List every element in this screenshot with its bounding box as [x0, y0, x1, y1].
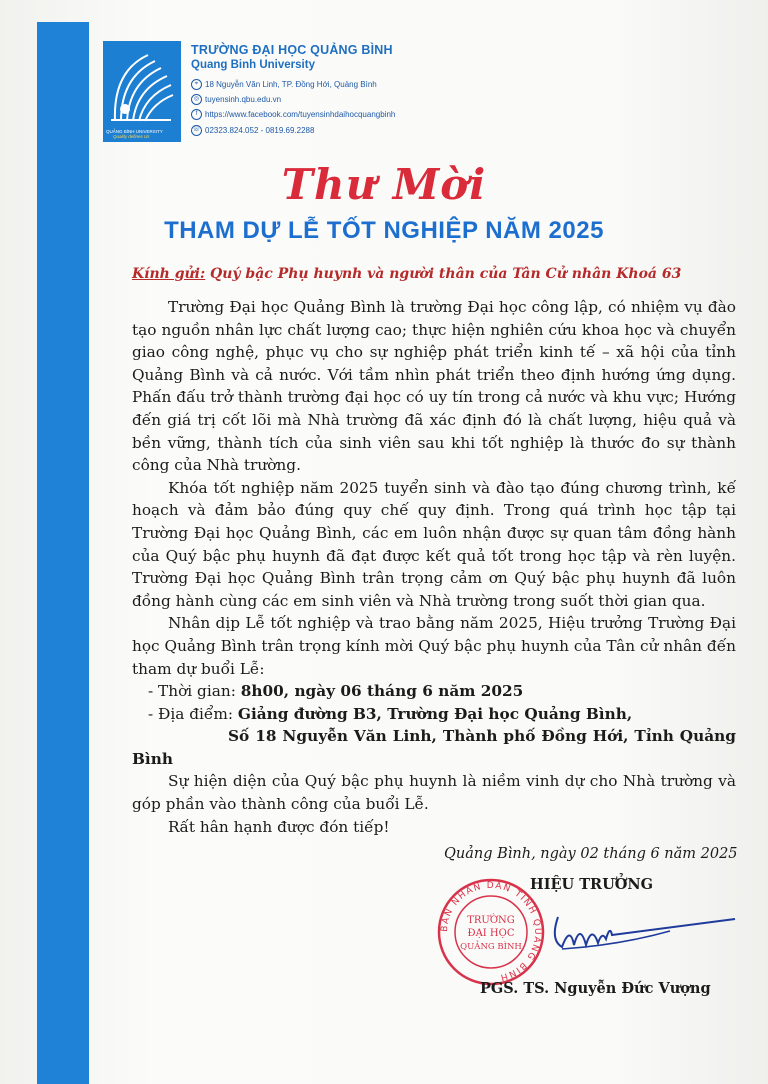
- contact-phone: [191, 125, 314, 136]
- paragraph-invitation: Nhân dịp Lễ tốt nghiệp và trao bằng năm 2025, Hiệu trưởng Trường Đại học Quảng Bình trân trọng kính mời Quý bậc phụ huynh của Tân cử nhân đến tham dự buổi Lễ:: [132, 614, 736, 678]
- official-seal: [436, 877, 546, 987]
- svg-text:ĐẠI HỌC: ĐẠI HỌC: [467, 928, 515, 939]
- phone-text: 02323.824.052 - 0819.69.2288: [205, 126, 315, 135]
- letter-title-main: THAM DỰ LỄ TỐT NGHIỆP NĂM 2025: [164, 217, 604, 244]
- handwritten-signature: [540, 905, 740, 965]
- address-text: 18 Nguyễn Văn Linh, TP. Đồng Hới, Quảng Bình: [205, 80, 377, 89]
- globe-icon: ◎: [191, 94, 202, 105]
- place-label: - Địa điểm:: [148, 704, 238, 723]
- facebook-text: https://www.facebook.com/tuyensinhdaihocquangbinh: [205, 110, 396, 119]
- signer-name: PGS. TS. Nguyễn Đức Vượng: [480, 980, 711, 997]
- logo-caption: QUẢNG BÌNH UNIVERSITY: [106, 129, 163, 134]
- university-name-en: Quang Binh University: [191, 59, 315, 71]
- university-name: TRƯỜNG ĐẠI HỌC QUẢNG BÌNH: [191, 43, 393, 57]
- paragraph-closing: Sự hiện diện của Quý bậc phụ huynh là niềm vinh dự cho Nhà trường và góp phần vào thành công của buổi Lễ.: [132, 772, 736, 814]
- detail-place-line2: [132, 725, 736, 770]
- signature-date: Quảng Bình, ngày 02 tháng 6 năm 2025: [444, 846, 738, 862]
- facebook-icon: f: [191, 109, 202, 120]
- svg-text:TRƯỜNG: TRƯỜNG: [467, 915, 515, 926]
- website-text: tuyensinh.qbu.edu.vn: [205, 95, 282, 104]
- svg-text:QUẢNG BÌNH: QUẢNG BÌNH: [460, 942, 522, 952]
- contact-facebook: [191, 109, 395, 120]
- contact-website: [191, 94, 281, 105]
- place-value: Giảng đường B3, Trường Đại học Quảng Bình,: [237, 704, 633, 723]
- university-logo: [103, 41, 181, 142]
- salutation: [132, 266, 681, 282]
- salutation-text: Quý bậc Phụ huynh và người thân của Tân Cử nhân Khoá 63: [205, 266, 682, 282]
- logo-swirl-icon: [103, 41, 181, 129]
- signer-title: HIỆU TRƯỞNG: [530, 876, 653, 893]
- paragraph-cohort: Khóa tốt nghiệp năm 2025 tuyển sinh và đào tạo đúng chương trình, kế hoạch và đảm bảo đúng quy chế quy định. Trong quá trình học tập tại Trường Đại học Quảng Bình, các em luôn nhận được sự quan tâm đồng hành của Quý bậc phụ huynh đã đạt được kết quả tốt trong học tập và rèn luyện. Trường Đại học Quảng Bình trân trọng cảm ơn Quý bậc phụ huynh đã luôn đồng hành cùng các em sinh viên và Nhà trường trong suốt thời gian qua.: [132, 478, 736, 610]
- time-value: 8h00, ngày 06 tháng 6 năm 2025: [240, 682, 524, 701]
- place-value-2: Số 18 Nguyễn Văn Linh, Thành phố Đồng Hới, Tỉnh Quảng Bình: [132, 727, 736, 768]
- logo-motto: Quality defines Us: [113, 134, 150, 139]
- paragraph-welcome: Rất hân hạnh được đón tiếp!: [168, 817, 390, 836]
- letter-title-script: Thư Mời: [281, 160, 487, 209]
- svg-text:BAN NHÂN DÂN TỈNH QUẢNG BÌNH: BAN NHÂN DÂN TỈNH QUẢNG BÌNH: [439, 880, 543, 983]
- detail-time: [132, 680, 736, 703]
- time-label: - Thời gian:: [148, 682, 241, 701]
- detail-place: [132, 703, 736, 726]
- contact-address: [191, 79, 377, 90]
- letter-body: [132, 296, 736, 838]
- phone-icon: ☏: [191, 125, 202, 136]
- salutation-label: Kính gửi:: [132, 266, 206, 282]
- location-icon: ⌖: [191, 79, 202, 90]
- paragraph-intro: Trường Đại học Quảng Bình là trường Đại học công lập, có nhiệm vụ đào tạo nguồn nhân lực chất lượng cao; thực hiện nghiên cứu khoa học và chuyển giao công nghệ, phục vụ cho sự nghiệp phát triển kinh tế – xã hội của tỉnh Quảng Bình và cả nước. Với tầm nhìn phát triển theo định hướng ứng dụng. Phấn đấu trở thành trường đại học có uy tín trong cả nước và khu vực; Hướng đến giá trị cốt lõi mà Nhà trường đã xác định đó là chất lượng, hiệu quả và bền vững, thành tích của sinh viên sau khi tốt nghiệp là thước đo sự thành công của Nhà trường.: [132, 298, 736, 475]
